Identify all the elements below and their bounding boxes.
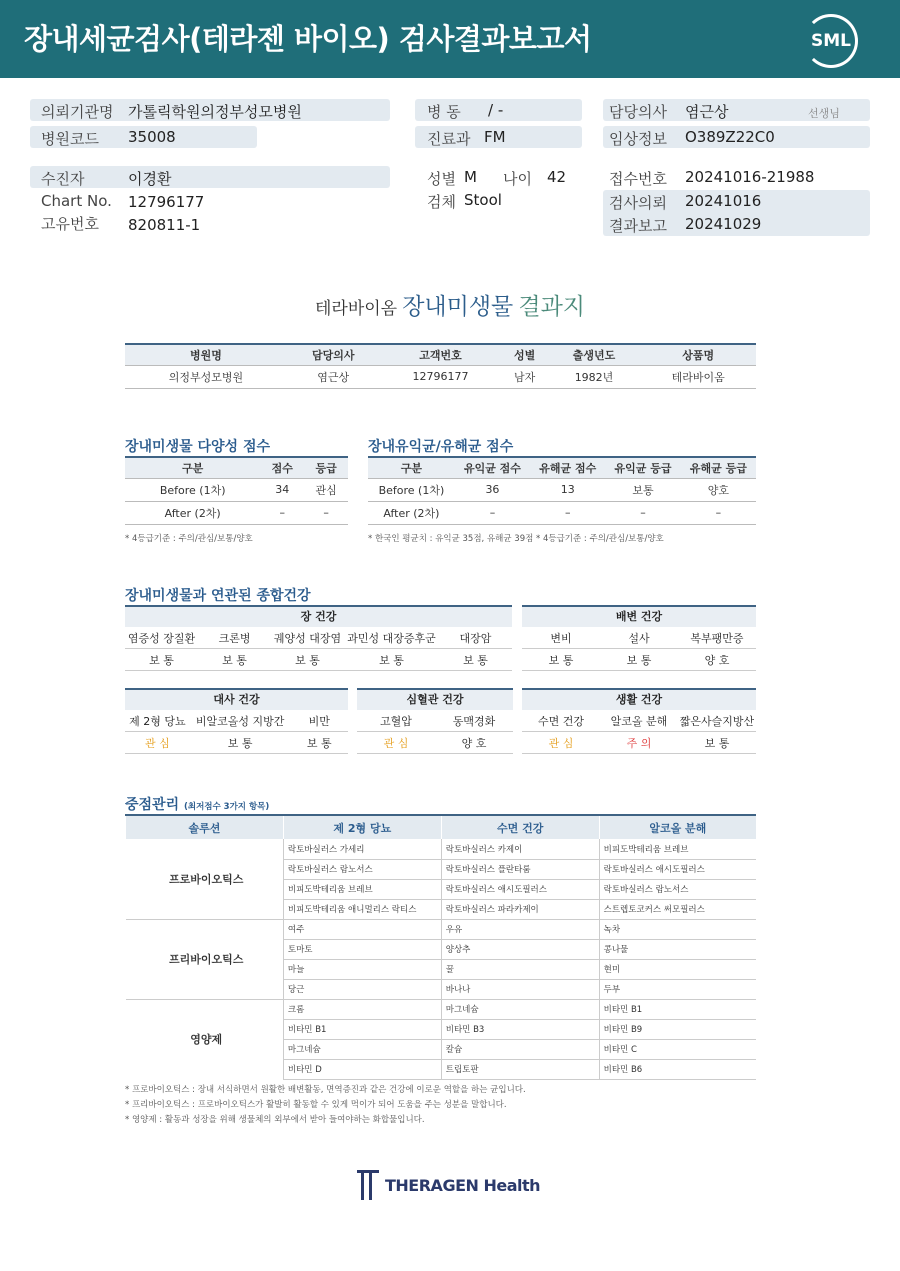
code-label: 병원코드 bbox=[41, 130, 99, 148]
life-health-box: 생활 건강 수면 건강 알코올 분해 짧은사슬지방산 관 심 주 의 보 통 bbox=[522, 688, 756, 754]
bowel-health-box: 배변 건강 변비 설사 복부팽만증 보 통 보 통 양 호 bbox=[522, 605, 756, 671]
chart-value: 12796177 bbox=[128, 193, 205, 211]
dept-label: 진료과 bbox=[427, 130, 471, 148]
dept-value: FM bbox=[484, 128, 506, 146]
inst-value: 가톨릭학원의정부성모병원 bbox=[128, 103, 302, 121]
doctor-label: 담당의사 bbox=[609, 103, 667, 121]
diversity-note: * 4등급기준 : 주의/관심/보통/양호 bbox=[125, 534, 253, 544]
rep-label: 결과보고 bbox=[609, 217, 667, 235]
code-value: 35008 bbox=[128, 128, 176, 146]
doctor-value: 염근상 bbox=[685, 103, 729, 121]
age-label: 나이 bbox=[503, 170, 532, 188]
sex-label: 성별 bbox=[427, 170, 456, 188]
beneficial-title: 장내유익균/유해균 점수 bbox=[368, 439, 514, 455]
inst-label: 의뢰기관명 bbox=[41, 103, 114, 121]
spec-value: Stool bbox=[464, 191, 502, 209]
ward-label: 병 동 bbox=[427, 103, 461, 121]
beneficial-note: * 한국인 평균치 : 유익균 35점, 유해균 39점 * 4등급기준 : 주의/관심/보통/양호 bbox=[368, 534, 664, 544]
metabolic-health-box: 대사 건강 제 2형 당뇨 비알코올성 지방간 비만 관 심 보 통 보 통 bbox=[125, 688, 348, 754]
theragen-logo: THERAGEN Health bbox=[357, 1170, 540, 1200]
health-title: 장내미생물과 연관된 종합건강 bbox=[125, 588, 311, 604]
theragen-mark-icon bbox=[357, 1170, 379, 1200]
diversity-table: 구분 점수 등급 Before (1차) 34 관심 After (2차) – – bbox=[125, 456, 348, 525]
chart-label: Chart No. bbox=[41, 192, 112, 210]
report-header bbox=[0, 0, 900, 78]
sml-logo: SML bbox=[804, 14, 858, 68]
report-title: 장내세균검사(테라젠 바이오) 검사결과보고서 bbox=[24, 22, 592, 56]
uid-value: 820811-1 bbox=[128, 216, 201, 234]
req-value: 20241016 bbox=[685, 192, 762, 210]
patient-label: 수진자 bbox=[41, 170, 85, 188]
mgmt-table: 솔루션 제 2형 당뇨 수면 건강 알코올 분해 프로바이오틱스 락토바실러스 가세리 락토바실러스 카제이 비피도박테리움 브레브 락토바실러스 람노서스 락토바실러스 플란타룸 락토바실러스 애시도필러스 비피도박테리움 브레브 락토바실러스 애시도필러스 락토바실러스 람노서스 비피도박테리움 애니멀리스 락티스 락토바실러스 파라카제이 스트렙토코커스 써모필러스 프리바이오틱스 여주 우유 녹차 토마토 양상추 콩나물 마늘 꿀 현미 당근 바나나 두부 영양제 크롬 마그네슘 비타민 B1 비타민 B1 비타민 B3 비타민 B9 마그네슘 칼슘 비타민 C 비타민 D 트립토판 비타민 B6 bbox=[125, 814, 756, 1080]
gut-health-box: 장 건강 염증성 장질환 크론병 궤양성 대장염 과민성 대장증후군 대장암 보 통 보 통 보 통 보 통 보 통 bbox=[125, 605, 512, 671]
mgmt-note-1: * 프로바이오틱스 : 장내 서식하면서 원활한 배변활동, 면역증진과 같은 건강에 이로운 역할을 하는 균입니다. bbox=[125, 1085, 526, 1095]
recv-label: 접수번호 bbox=[609, 170, 667, 188]
patient-value: 이경환 bbox=[128, 170, 172, 188]
recv-value: 20241016-21988 bbox=[685, 168, 815, 186]
doctor-suffix: 선생님 bbox=[808, 107, 840, 120]
beneficial-table: 구분 유익균 점수 유해균 점수 유익균 등급 유해균 등급 Before (1차) 36 13 보통 양호 After (2차) – – – – bbox=[368, 456, 756, 525]
rep-value: 20241029 bbox=[685, 215, 762, 233]
age-value: 42 bbox=[547, 168, 567, 186]
diversity-title: 장내미생물 다양성 점수 bbox=[125, 439, 270, 455]
mgmt-note-2: * 프리바이오틱스 : 프로바이오틱스가 활발히 활동할 수 있게 먹이가 되어 도움을 주는 성분을 말합니다. bbox=[125, 1100, 507, 1110]
patient-table: 병원명 담당의사 고객번호 성별 출생년도 상품명 의정부성모병원 염근상 12796177 남자 1982년 테라바이옴 bbox=[125, 343, 756, 389]
mgmt-title: 중점관리 (최저점수 3가지 항목) bbox=[125, 797, 270, 813]
uid-label: 고유번호 bbox=[41, 215, 99, 233]
clinical-value: O389Z22C0 bbox=[685, 128, 775, 146]
cardio-health-box: 심혈관 건강 고혈압 동맥경화 관 심 양 호 bbox=[357, 688, 513, 754]
req-label: 검사의뢰 bbox=[609, 194, 667, 212]
microbiome-title: 테라바이옴 장내미생물 결과지 bbox=[314, 294, 586, 320]
clinical-label: 임상정보 bbox=[609, 130, 667, 148]
mgmt-note-3: * 영양제 : 활동과 성장을 위해 생물체의 외부에서 받아 들여야하는 화합물입니다. bbox=[125, 1115, 425, 1125]
sex-value: M bbox=[464, 168, 477, 186]
ward-value: / - bbox=[488, 101, 504, 119]
spec-label: 검체 bbox=[427, 193, 456, 211]
